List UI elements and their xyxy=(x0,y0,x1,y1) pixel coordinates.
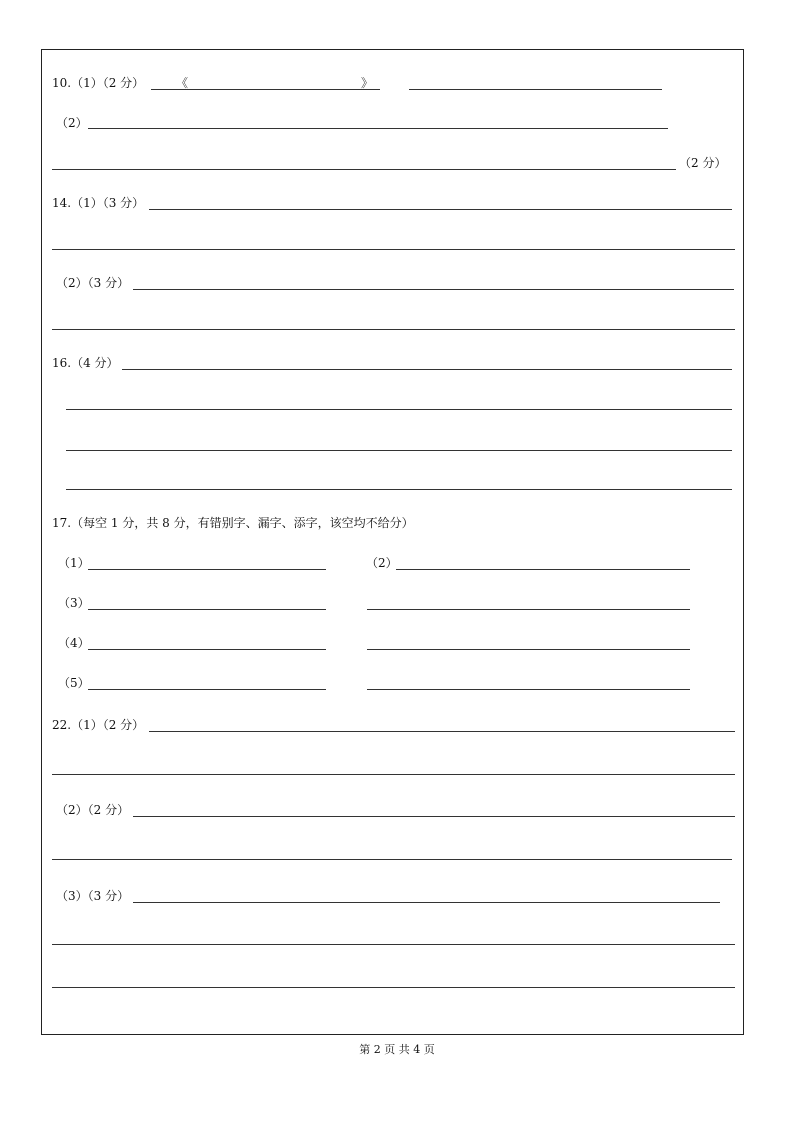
q14-2-label: （2）（3 分） xyxy=(56,276,130,290)
q17-item-5-label: （5） xyxy=(58,676,90,690)
q10-label: 10.（1）（2 分） xyxy=(52,76,145,90)
q22-3-blank-1[interactable] xyxy=(133,902,720,903)
answer-sheet-frame xyxy=(41,49,744,1035)
q10-book-open: 《 xyxy=(176,76,189,90)
q14-1-blank-1[interactable] xyxy=(149,209,732,210)
q10-2-score: （2 分） xyxy=(679,156,727,170)
q22-1-blank-2[interactable] xyxy=(52,774,735,775)
q22-2-blank-1[interactable] xyxy=(133,816,735,817)
q14-label: 14.（1）（3 分） xyxy=(52,196,145,210)
q17-blank-5[interactable] xyxy=(88,649,326,650)
q17-item-1-label: （1） xyxy=(58,556,90,570)
q10-2-blank-2[interactable] xyxy=(52,169,676,170)
q22-2-label: （2）（2 分） xyxy=(56,803,130,817)
q17-blank-6[interactable] xyxy=(367,649,690,650)
q17-blank-4[interactable] xyxy=(367,609,690,610)
q16-blank-1[interactable] xyxy=(122,369,732,370)
q22-3-label: （3）（3 分） xyxy=(56,889,130,903)
q16-blank-3[interactable] xyxy=(66,450,732,451)
q22-1-blank-1[interactable] xyxy=(149,731,735,732)
q16-blank-2[interactable] xyxy=(66,409,732,410)
q22-2-blank-2[interactable] xyxy=(52,859,732,860)
q17-item-3-label: （3） xyxy=(58,596,90,610)
q22-3-blank-2[interactable] xyxy=(52,944,735,945)
q22-label: 22.（1）（2 分） xyxy=(52,718,145,732)
q17-item-4-label: （4） xyxy=(58,636,90,650)
q17-blank-1[interactable] xyxy=(88,569,326,570)
q14-2-blank-2[interactable] xyxy=(52,329,735,330)
q17-blank-3[interactable] xyxy=(88,609,326,610)
page-number-footer: 第 2 页 共 4 页 xyxy=(359,1043,435,1056)
q10-book-close: 》 xyxy=(361,76,374,90)
q16-label: 16.（4 分） xyxy=(52,356,119,370)
q10-2-blank-1[interactable] xyxy=(88,128,668,129)
q17-blank-7[interactable] xyxy=(88,689,326,690)
q17-blank-8[interactable] xyxy=(367,689,690,690)
q14-2-blank-1[interactable] xyxy=(133,289,734,290)
q14-1-blank-2[interactable] xyxy=(52,249,735,250)
q17-item-2-label: （2） xyxy=(366,556,398,570)
q10-2-label: （2） xyxy=(56,116,88,130)
q22-3-blank-3[interactable] xyxy=(52,987,735,988)
q17-label: 17.（每空 1 分，共 8 分，有错别字、漏字、添字，该空均不给分） xyxy=(52,516,414,530)
q10-1-blank-2[interactable] xyxy=(409,89,662,90)
q17-blank-2[interactable] xyxy=(396,569,690,570)
q16-blank-4[interactable] xyxy=(66,489,732,490)
